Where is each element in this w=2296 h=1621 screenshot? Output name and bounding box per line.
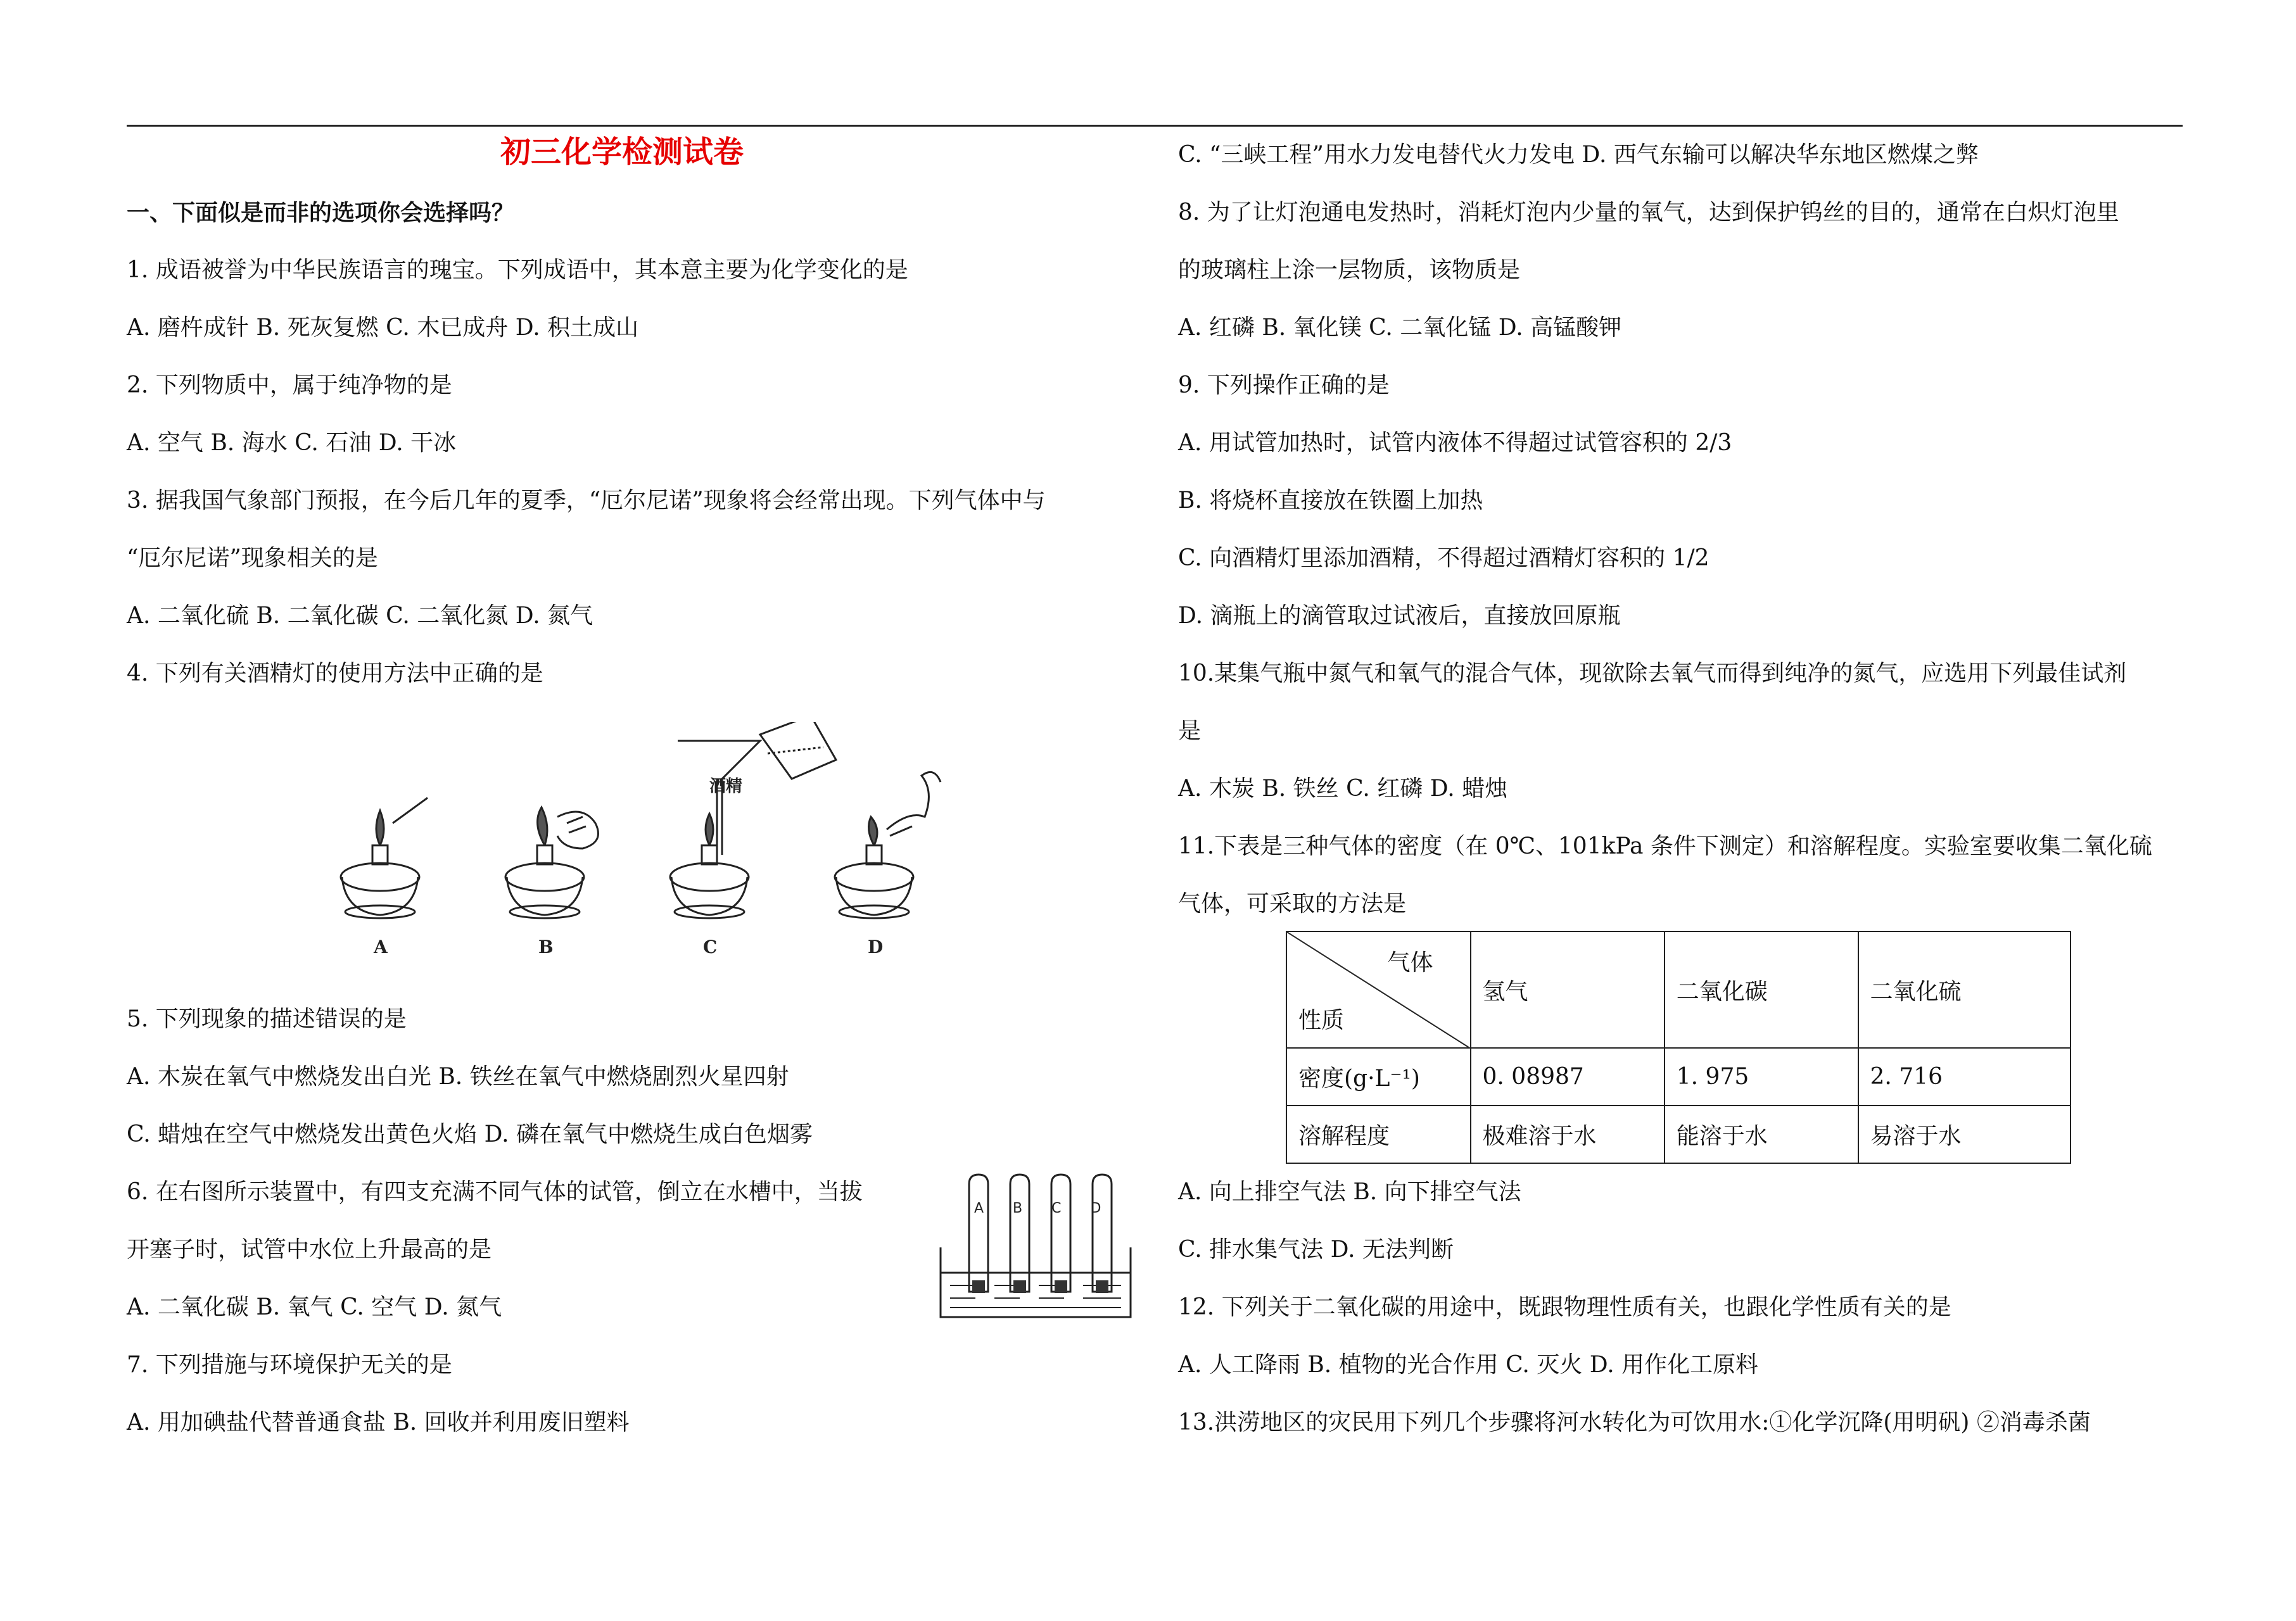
table-header-row xyxy=(1286,931,2071,1048)
solubility-co2: 能溶于水 xyxy=(1665,1106,1858,1163)
question-3-cont: “厄尔尼诺”现象相关的是 xyxy=(127,545,378,571)
question-2: 2. 下列物质中，属于纯净物的是 xyxy=(127,372,452,398)
question-11-cont: 气体，可采取的方法是 xyxy=(1178,891,1407,917)
question-8-options: A. 红磷 B. 氧化镁 C. 二氧化锰 D. 高锰酸钾 xyxy=(1178,315,1622,341)
question-7-options-cd: C. “三峡工程”用水力发电替代火力发电 D. 西气东输可以解决华东地区燃煤之弊 xyxy=(1178,142,1979,168)
question-8-cont: 的玻璃柱上涂一层物质，该物质是 xyxy=(1178,257,1521,283)
density-co2: 1. 975 xyxy=(1665,1048,1858,1106)
question-5: 5. 下列现象的描述错误的是 xyxy=(127,1006,407,1032)
alcohol-lamp-svg xyxy=(317,722,950,962)
alcohol-lamp-figure xyxy=(317,722,950,962)
question-1: 1. 成语被誉为中华民族语言的瑰宝。下列成语中，其本意主要为化学变化的是 xyxy=(127,257,908,283)
question-10-cont: 是 xyxy=(1178,718,1202,744)
density-label: 密度(g·L⁻¹) xyxy=(1286,1048,1471,1106)
question-12-options: A. 人工降雨 B. 植物的光合作用 C. 灭火 D. 用作化工原料 xyxy=(1178,1352,1759,1378)
question-2-options: A. 空气 B. 海水 C. 石油 D. 干冰 xyxy=(127,430,457,456)
gas-property-table xyxy=(1286,931,2071,1164)
density-hydrogen: 0. 08987 xyxy=(1471,1048,1665,1106)
question-9: 9. 下列操作正确的是 xyxy=(1178,372,1390,398)
gas-header-so2: 二氧化硫 xyxy=(1858,931,2071,1048)
question-10-options: A. 木炭 B. 铁丝 C. 红磷 D. 蜡烛 xyxy=(1178,776,1508,802)
top-rule xyxy=(127,125,2183,127)
question-10: 10.某集气瓶中氮气和氧气的混合气体，现欲除去氧气而得到纯净的氮气，应选用下列最佳试剂 xyxy=(1178,660,2127,686)
tube-labels: A B C D xyxy=(974,1201,1101,1216)
lamp-c-label: C xyxy=(703,937,718,957)
gas-header-hydrogen: 氢气 xyxy=(1471,931,1665,1048)
question-9-option-a: A. 用试管加热时，试管内液体不得超过试管容积的 2/3 xyxy=(1178,430,1732,456)
question-4: 4. 下列有关酒精灯的使用方法中正确的是 xyxy=(127,660,543,686)
question-6-options: A. 二氧化碳 B. 氧气 C. 空气 D. 氮气 xyxy=(127,1294,502,1320)
question-11: 11.下表是三种气体的密度（在 0℃、101kPa 条件下测定）和溶解程度。实验室要收集二氧化硫 xyxy=(1178,833,2152,859)
question-11-options-cd: C. 排水集气法 D. 无法判断 xyxy=(1178,1237,1454,1263)
table-solubility-row xyxy=(1286,1106,2071,1163)
test-tube-svg xyxy=(937,1171,1134,1323)
gas-header-co2: 二氧化碳 xyxy=(1665,931,1858,1048)
table-density-row xyxy=(1286,1048,2071,1106)
question-1-options: A. 磨杵成针 B. 死灰复燃 C. 木已成舟 D. 积土成山 xyxy=(127,315,639,341)
lamp-b-icon xyxy=(505,807,599,918)
section-heading: 一、下面似是而非的选项你会选择吗？ xyxy=(127,199,515,226)
solubility-hydrogen: 极难溶于水 xyxy=(1471,1106,1665,1163)
question-13: 13.洪涝地区的灾民用下列几个步骤将河水转化为可饮用水:①化学沉降(用明矾) ②消毒杀菌 xyxy=(1178,1410,2091,1435)
question-7: 7. 下列措施与环境保护无关的是 xyxy=(127,1352,452,1378)
lamp-a-icon xyxy=(341,798,428,918)
lamp-c-icon xyxy=(670,722,836,918)
lamp-d-label: D xyxy=(868,937,884,957)
question-5-options-cd: C. 蜡烛在空气中燃烧发出黄色火焰 D. 磷在氧气中燃烧生成白色烟雾 xyxy=(127,1121,813,1147)
question-12: 12. 下列关于二氧化碳的用途中，既跟物理性质有关，也跟化学性质有关的是 xyxy=(1178,1294,1951,1320)
lamp-d-icon xyxy=(835,772,941,918)
question-9-option-b: B. 将烧杯直接放在铁圈上加热 xyxy=(1178,488,1483,514)
alcohol-label: 酒精 xyxy=(709,777,743,796)
question-5-options-ab: A. 木炭在氧气中燃烧发出白光 B. 铁丝在氧气中燃烧剧烈火星四射 xyxy=(127,1064,789,1090)
corner-top-label: 气体 xyxy=(1387,950,1433,976)
test-tube-figure xyxy=(937,1171,1134,1323)
density-so2: 2. 716 xyxy=(1858,1048,2071,1106)
question-9-option-d: D. 滴瓶上的滴管取过试液后，直接放回原瓶 xyxy=(1178,603,1621,629)
question-7-options: A. 用加碘盐代替普通食盐 B. 回收并利用废旧塑料 xyxy=(127,1410,630,1435)
lamp-a-label: A xyxy=(374,937,388,957)
question-9-option-c: C. 向酒精灯里添加酒精，不得超过酒精灯容积的 1/2 xyxy=(1178,545,1709,571)
question-6-cont: 开塞子时，试管中水位上升最高的是 xyxy=(127,1237,492,1263)
question-6: 6. 在右图所示装置中，有四支充满不同气体的试管，倒立在水槽中，当拔 xyxy=(127,1179,863,1205)
solubility-label: 溶解程度 xyxy=(1286,1106,1471,1163)
lamp-b-label: B xyxy=(538,937,554,957)
question-3: 3. 据我国气象部门预报，在今后几年的夏季，“厄尔尼诺”现象将会经常出现。下列气体中与 xyxy=(127,488,1046,514)
question-11-options-ab: A. 向上排空气法 B. 向下排空气法 xyxy=(1178,1179,1521,1205)
question-3-options: A. 二氧化硫 B. 二氧化碳 C. 二氧化氮 D. 氮气 xyxy=(127,603,593,629)
page-title: 初三化学检测试卷 xyxy=(500,134,744,170)
solubility-so2: 易溶于水 xyxy=(1858,1106,2071,1163)
table-corner-cell xyxy=(1286,931,1471,1048)
question-8: 8. 为了让灯泡通电发热时，消耗灯泡内少量的氧气，达到保护钨丝的目的，通常在白炽灯泡里 xyxy=(1178,199,2119,225)
corner-bottom-label: 性质 xyxy=(1298,1007,1345,1033)
